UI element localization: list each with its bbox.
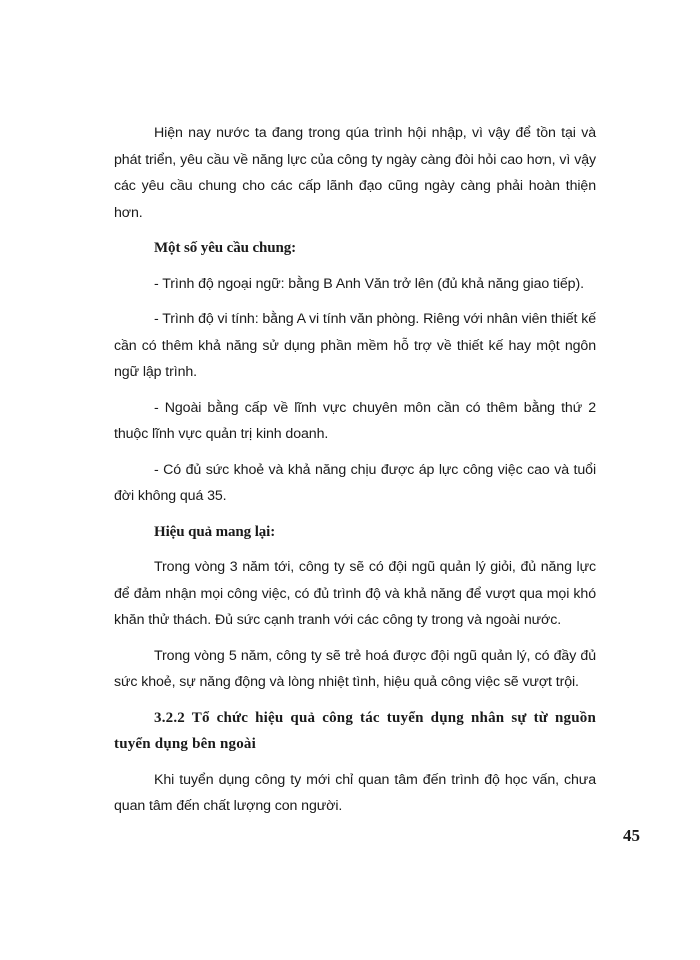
requirement-computing: - Trình độ vi tính: bằng A vi tính văn phòng. Riêng với nhân viên thiết kế cần có thêm khả năng sử dụng phần mềm hỗ trợ về thiết kế hay một ngôn ngữ lập trình. xyxy=(114,311,596,380)
requirement-degree: - Ngoài bằng cấp về lĩnh vực chuyên môn cần có thêm bằng thứ 2 thuộc lĩnh vực quản trị kinh doanh. xyxy=(114,399,596,442)
section-heading: 3.2.2 Tổ chức hiệu quả công tác tuyển dụng nhân sự từ nguồn tuyển dụng bên ngoài xyxy=(114,709,596,752)
requirements-heading: Một số yêu cầu chung: xyxy=(154,240,297,256)
effect-three-years: Trong vòng 3 năm tới, công ty sẽ có đội ngũ quản lý giỏi, đủ năng lực để đảm nhận mọi công việc, có đủ trình độ và khả năng để vượt qua mọi khó khăn thử thách. Đủ sức cạnh tranh với các công ty trong và ngoài nước. xyxy=(114,559,596,628)
requirement-health: - Có đủ sức khoẻ và khả năng chịu được áp lực công việc cao và tuổi đời không quá 35. xyxy=(114,461,596,504)
intro-paragraph: Hiện nay nước ta đang trong qúa trình hội nhập, vì vậy để tồn tại và phát triển, yêu cầu về năng lực của công ty ngày càng đòi hỏi cao hơn, vì vậy các yêu cầu chung cho các cấp lãnh đạo cũng ngày càng phải hoàn thiện hơn. xyxy=(114,125,596,221)
document-body xyxy=(114,120,596,829)
closing-paragraph: Khi tuyển dụng công ty mới chỉ quan tâm đến trình độ học vấn, chưa quan tâm đến chất lượng con người. xyxy=(114,771,596,814)
requirement-language: - Trình độ ngoại ngữ: bằng B Anh Văn trở lên (đủ khả năng giao tiếp). xyxy=(154,275,584,292)
effects-heading: Hiệu quả mang lại: xyxy=(154,523,276,540)
effect-five-years: Trong vòng 5 năm, công ty sẽ trẻ hoá được đội ngũ quản lý, có đầy đủ sức khoẻ, sự năng động và lòng nhiệt tình, hiệu quả công việc sẽ vượt trội. xyxy=(114,647,596,690)
page-number: 45 xyxy=(623,826,640,845)
